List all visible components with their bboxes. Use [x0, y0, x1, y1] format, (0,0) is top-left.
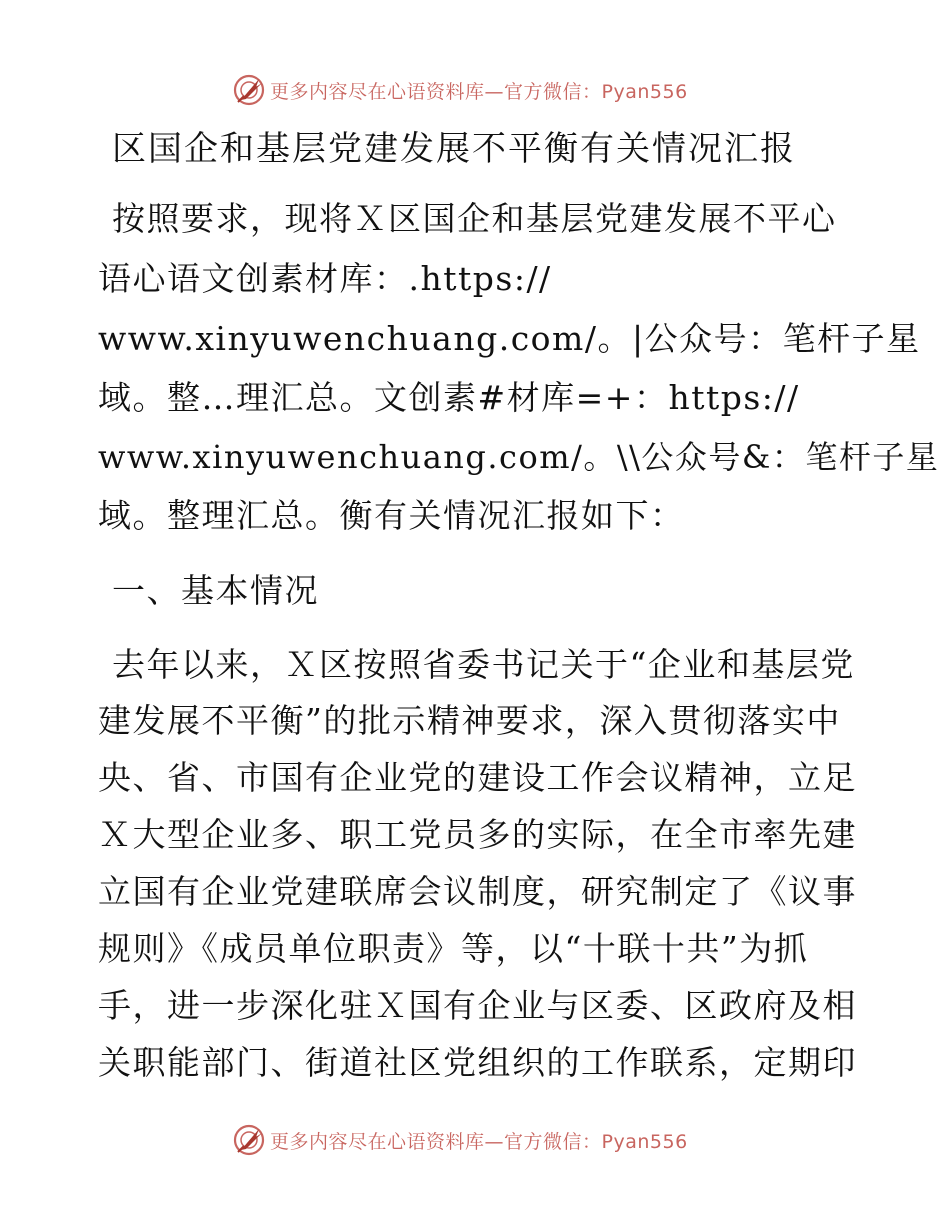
body-line: 建发展不平衡”的批示精神要求，深入贯彻落实中	[98, 701, 841, 740]
quill-pen-logo-icon	[232, 73, 266, 107]
intro-line: 域。整…理汇总。文创素#材库=+：https://	[98, 378, 800, 417]
body-line: 关职能部门、街道社区党组织的工作联系，定期印	[98, 1043, 857, 1082]
footer-banner	[232, 1122, 688, 1158]
banner-text: 更多内容尽在心语资料库—官方微信：Pyan556	[270, 1130, 688, 1153]
section-heading: 一、基本情况	[112, 571, 319, 610]
intro-line: 域。整理汇总。衡有关情况汇报如下：	[98, 496, 685, 535]
intro-line: 按照要求，现将Ｘ区国企和基层党建发展不平心	[112, 199, 837, 238]
body-line: 央、省、市国有企业党的建设工作会议精神，立足	[98, 758, 857, 797]
banner-text: 更多内容尽在心语资料库—官方微信：Pyan556	[270, 80, 688, 103]
body-line: 规则》《成员单位职责》等，以“十联十共”为抓	[98, 929, 809, 968]
intro-line: 语心语文创素材库：.https://	[98, 259, 552, 298]
header-banner	[232, 72, 688, 108]
intro-line: www.xinyuwenchuang.com/。\\公众号&：笔杆子星	[98, 438, 940, 476]
intro-line: www.xinyuwenchuang.com/。|公众号：笔杆子星	[98, 319, 921, 358]
document-title: 区国企和基层党建发展不平衡有关情况汇报	[112, 129, 796, 169]
body-line: 立国有企业党建联席会议制度，研究制定了《议事	[98, 872, 857, 911]
body-line: 去年以来，Ｘ区按照省委书记关于“企业和基层党	[112, 645, 855, 684]
body-line: 手，进一步深化驻Ｘ国有企业与区委、区政府及相	[98, 986, 857, 1025]
body-line: Ｘ大型企业多、职工党员多的实际，在全市率先建	[98, 815, 857, 854]
quill-pen-logo-icon	[232, 1123, 266, 1157]
